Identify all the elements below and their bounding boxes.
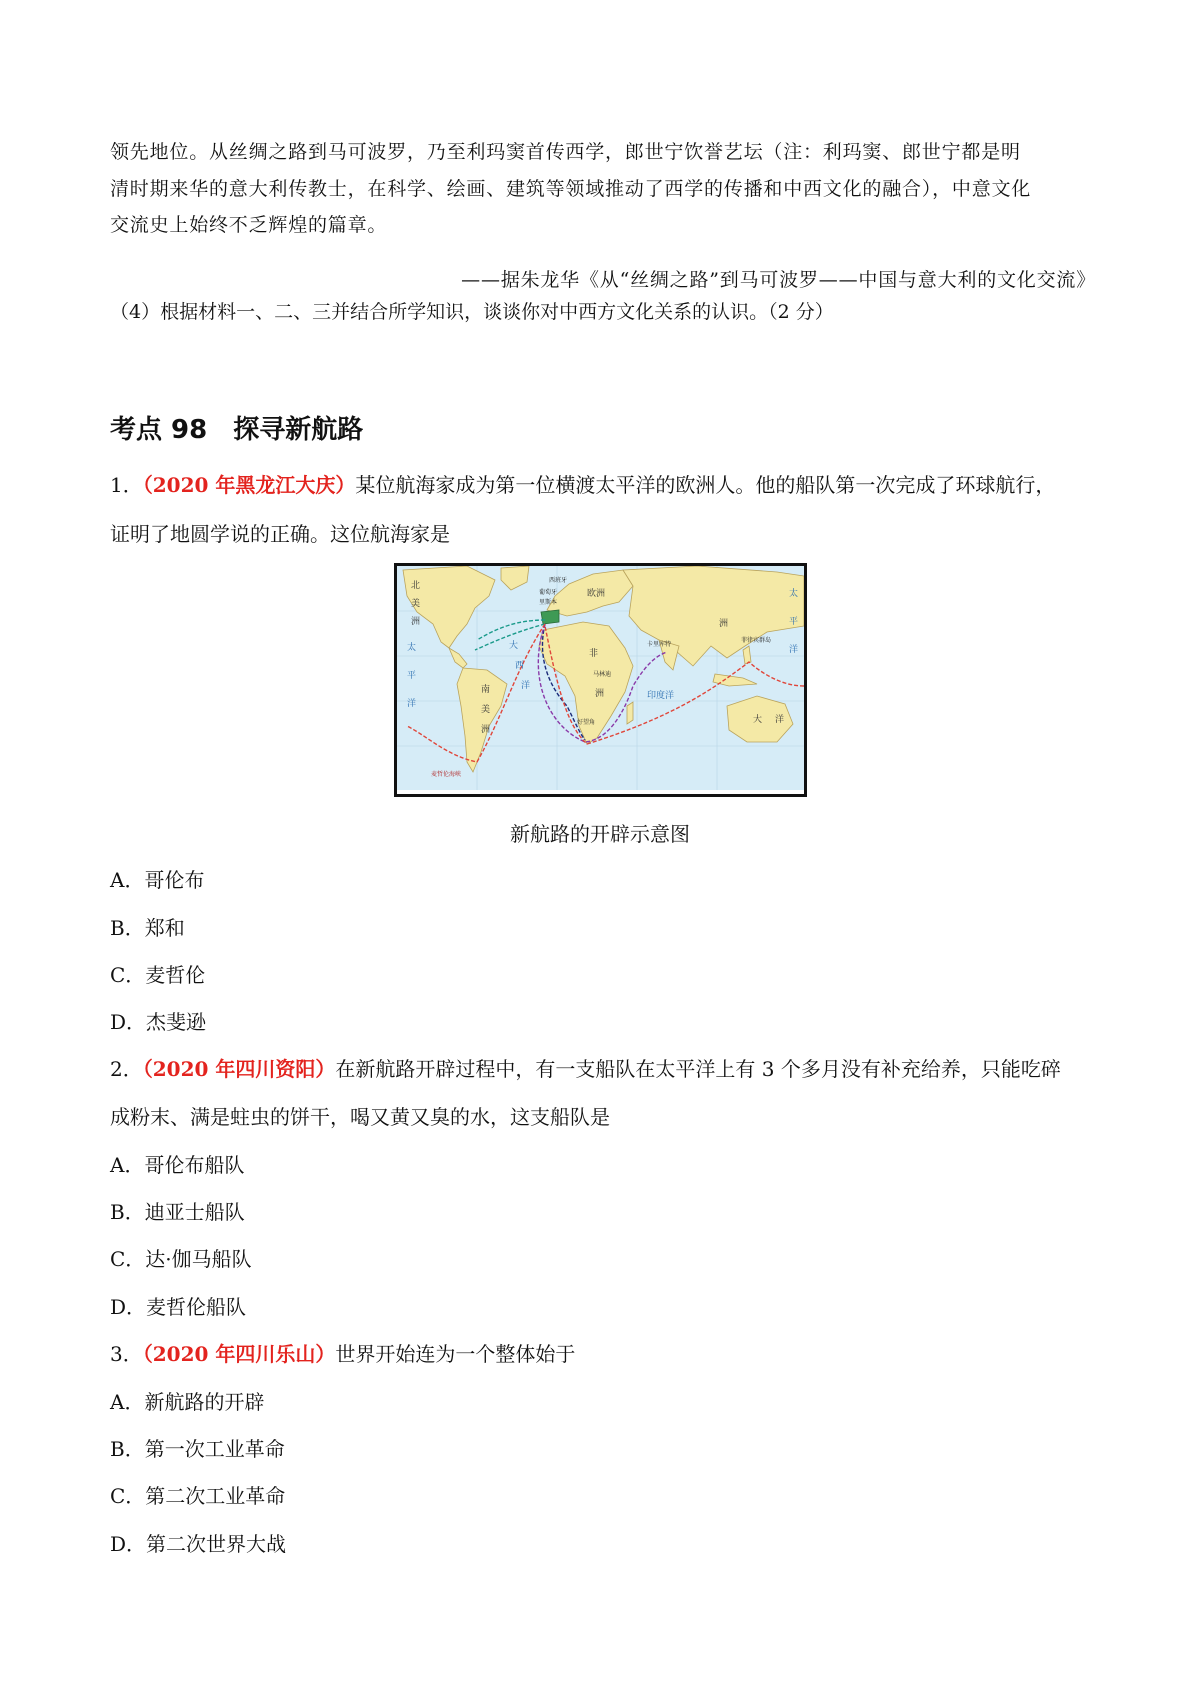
question-1-option-b: B．郑和 [110, 916, 185, 940]
map-label-na-2: 美 [411, 599, 421, 609]
question-3-option-b: B．第一次工业革命 [110, 1437, 285, 1461]
map-label-na-1: 北 [411, 581, 421, 591]
material-line-1: 领先地位。从丝绸之路到马可波罗，乃至利玛窦首传西学，郎世宁饮誉艺坛（注：利玛窦、郎世宁都是明 [110, 141, 1021, 163]
map-label-spain: 西班牙 [549, 577, 568, 584]
question-3-text: 世界开始连为一个整体始于 [335, 1342, 576, 1366]
map-label-calicut: 卡里库特 [647, 641, 672, 648]
antarctica-shape [397, 790, 804, 794]
map-label-au-2: 洋 [775, 715, 785, 725]
question-2-line-2: 成粉末、满是蛀虫的饼干，喝又黄又臭的水，这支船队是 [110, 1105, 610, 1129]
material-line-2: 清时期来华的意大利传教士，在科学、绘画、建筑等领域推动了西学的传播和中西文化的融合），中意文化 [110, 178, 1032, 200]
map-label-na-3: 洲 [411, 617, 421, 627]
map-label-philippines: 菲律宾群岛 [741, 637, 772, 644]
map-label-sa-2: 美 [481, 705, 491, 715]
map-label-atl-1: 大 [509, 641, 519, 651]
question-3-number: 3． [110, 1342, 143, 1366]
material-line-3: 交流史上始终不乏辉煌的篇章。 [110, 214, 388, 236]
question-2-option-d: D．麦哲伦船队 [110, 1295, 247, 1319]
map-label-atl-3: 洋 [521, 681, 531, 691]
map-label-atl-2: 西 [515, 661, 525, 671]
map-label-indian: 印度洋 [647, 691, 675, 701]
map-label-africa-1: 非 [589, 649, 599, 659]
map-label-cape: 好望角 [577, 719, 596, 726]
material-source: ——据朱龙华《从“丝绸之路”到马可波罗——中国与意大利的文化交流》 [461, 269, 1096, 291]
section-heading [110, 409, 363, 446]
map-label-pac-e-2: 平 [789, 617, 799, 627]
question-2-option-c: C．达·伽马船队 [110, 1247, 252, 1271]
question-2-number: 2． [110, 1057, 143, 1081]
question-1-line-2: 证明了地圆学说的正确。这位航海家是 [110, 522, 450, 546]
figure-caption: 新航路的开辟示意图 [510, 822, 690, 846]
question-1-option-a: A．哥伦布 [110, 868, 205, 892]
question-2-text: 在新航路开辟过程中，有一支船队在太平洋上有 3 个多月没有补充给养，只能吃碎 [335, 1057, 1061, 1081]
question-1-option-d: D．杰斐逊 [110, 1010, 207, 1034]
question-1-text: 某位航海家成为第一位横渡太平洋的欧洲人。他的船队第一次完成了环球航行， [355, 473, 1056, 497]
madagascar-shape [627, 702, 633, 724]
question-1-line-1 [110, 471, 1055, 499]
question-4: （4）根据材料一、二、三并结合所学知识，谈谈你对中西方文化关系的认识。（2 分） [110, 301, 834, 323]
question-3-source-tag: （2020 年四川乐山） [142, 1342, 336, 1366]
question-2-source-tag: （2020 年四川资阳） [142, 1057, 336, 1081]
question-1-number: 1． [110, 473, 143, 497]
map-label-sa-3: 洲 [481, 725, 491, 735]
question-1-source-tag: （2020 年黑龙江大庆） [142, 473, 356, 497]
question-1-option-c: C．麦哲伦 [110, 963, 206, 987]
map-label-asia: 洲 [719, 619, 729, 629]
map-label-pac-e-3: 洋 [789, 645, 799, 655]
map-label-sa-1: 南 [481, 685, 491, 695]
section-title: 探寻新航路 [233, 415, 364, 445]
map-label-pac-w-2: 平 [407, 671, 417, 681]
map-label-lisbon: 里斯本 [539, 599, 558, 606]
voyage-map [394, 563, 807, 797]
section-label: 考点 98 [110, 415, 208, 445]
map-label-pac-e-1: 太 [789, 589, 799, 599]
question-2-option-a: A．哥伦布船队 [110, 1153, 245, 1177]
map-label-au-1: 大 [753, 715, 763, 725]
question-3-option-c: C．第二次工业革命 [110, 1484, 286, 1508]
question-2-option-b: B．迪亚士船队 [110, 1200, 245, 1224]
map-label-portugal: 葡萄牙 [539, 589, 558, 596]
map-label-pac-w-1: 太 [407, 643, 417, 653]
map-label-magellan-strait: 麦哲伦海峡 [431, 771, 462, 778]
map-label-pac-w-3: 洋 [407, 699, 417, 709]
question-3-line-1 [110, 1340, 575, 1368]
iberia-shape [541, 610, 559, 624]
question-3-option-a: A．新航路的开辟 [110, 1390, 265, 1414]
map-label-africa-2: 洲 [595, 689, 605, 699]
map-label-malindi: 马林迪 [593, 671, 612, 678]
question-3-option-d: D．第二次世界大战 [110, 1532, 287, 1556]
question-2-line-1 [110, 1055, 1061, 1083]
map-label-europe: 欧洲 [587, 589, 606, 599]
voyage-map-svg [397, 566, 804, 794]
